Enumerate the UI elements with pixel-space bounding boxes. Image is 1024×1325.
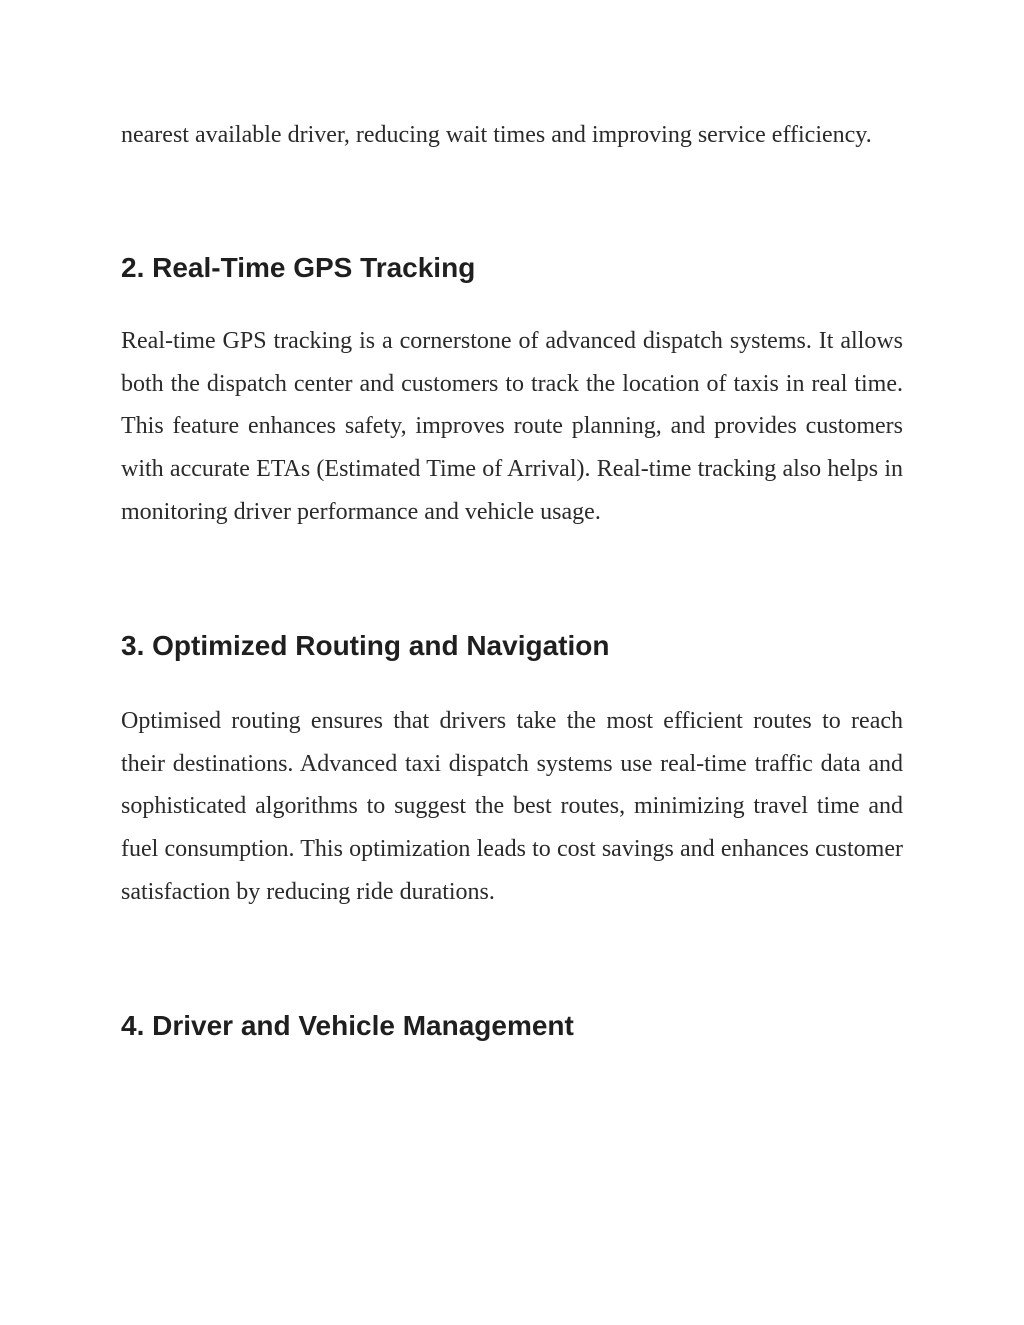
section-body-gps-tracking: Real-time GPS tracking is a cornerstone of advanced dispatch systems. It allows both the dispatch center and customers to track the location of taxis in real time. This feature enhances safety, improves route planning, and provides customers with accurate ETAs (Estimated Time of Arrival). Real-time tracking also helps in monitoring driver performance and vehicle usage. [121, 327, 903, 525]
intro-paragraph: nearest available driver, reducing wait times and improving service efficiency. [121, 122, 872, 148]
section-heading-optimized-routing: 3. Optimized Routing and Navigation [121, 629, 610, 661]
section-body-optimized-routing: Optimised routing ensures that drivers take the most efficient routes to reach their destinations. Advanced taxi dispatch systems use real-time traffic data and sophisticated algorithms to suggest the best routes, minimizing travel time and fuel consumption. This optimization leads to cost savings and enhances customer satisfaction by reducing ride durations. [121, 707, 903, 905]
section-heading-driver-vehicle-management: 4. Driver and Vehicle Management [121, 1009, 574, 1041]
document-page [121, 114, 903, 1043]
section-heading-gps-tracking: 2. Real-Time GPS Tracking [121, 251, 476, 283]
